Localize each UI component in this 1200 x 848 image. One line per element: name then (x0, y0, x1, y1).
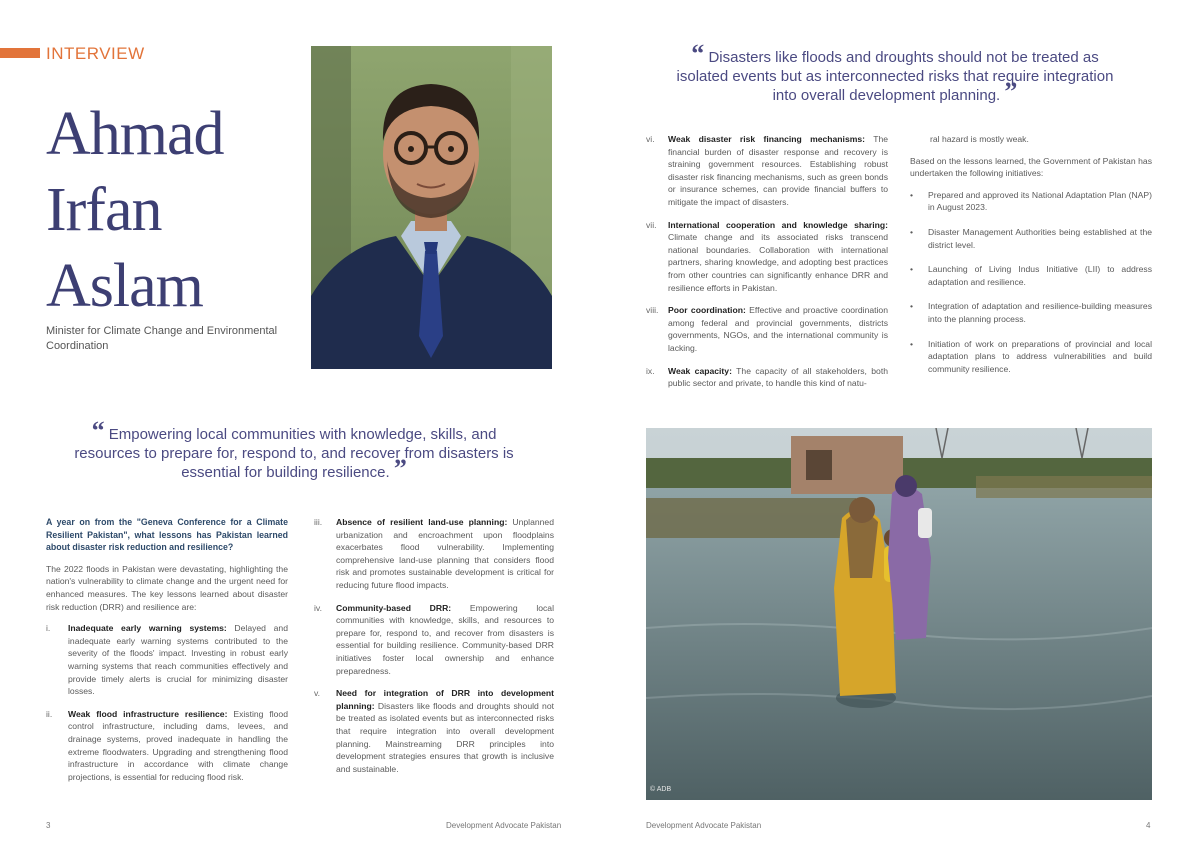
initiative-text: Launching of Living Indus Initiative (LII) to address adaptation and resilience. (928, 264, 1152, 287)
person-role: Minister for Climate Change and Environmental Coordination (46, 325, 278, 352)
flood-illustration (646, 428, 1152, 800)
bullet-icon: • (910, 226, 914, 237)
answer-intro: The 2022 floods in Pakistan were devastating, highlighting the nation's vulnerability to climate change and the urgent need for enhanced measures. The key lessons learned about disaster risk reduction (DRR) and resilience are: (46, 563, 288, 612)
item-body: Effective and proactive coordination among federal and provincial governments, districts governments, NGOs, and the international community is lacking. (668, 305, 888, 353)
initiative-text: Prepared and approved its National Adaptation Plan (NAP) in August 2023. (928, 189, 1152, 213)
publication-name-right: Development Advocate Pakistan (646, 821, 762, 830)
bullet-icon: • (910, 189, 914, 200)
close-quote-mark: ” (393, 454, 407, 483)
item-body: The capacity of all stakeholders, both public sector and private, to handle this kind of natu- (668, 365, 888, 389)
bullet-icon: • (910, 264, 914, 275)
article-column-4 (910, 133, 1152, 387)
item-number: iii. (314, 517, 323, 527)
section-label: INTERVIEW (46, 44, 145, 63)
close-quote-mark: ” (1004, 77, 1018, 106)
item-heading: Poor coordination: (668, 305, 746, 316)
item-body: Existing flood control infrastructure, including dams, levees, and drainage systems, proved inadequate in handling the extreme floodwaters. Upgrading and strengthening flood infrastructure in accordance with climate change projections, is essential for reducing flood risk. (68, 708, 288, 782)
interview-question: A year on from the "Geneva Conference for a Climate Resilient Pakistan", what lessons has Pakistan learned about disaster risk reduction and resilience? (46, 517, 288, 553)
pull-quote-top (675, 39, 1115, 106)
photo-credit: © ADB (650, 786, 672, 793)
name-line: Irfan (46, 176, 162, 244)
name-line: Ahmad (46, 100, 224, 168)
item-number: vii. (646, 219, 657, 230)
item-number: ii. (46, 708, 53, 719)
item-body: The financial burden of disaster response and recovery is straining government resources. Establishing robust disaster risk financing mechanisms, such as green bonds or insurance schemes, can provide financial buffers to mitigate the impact of disasters. (668, 134, 889, 207)
list-item (314, 602, 554, 678)
article-column-3 (646, 133, 888, 400)
pull-quote-text: Empowering local communities with knowledge, skills, and resources to prepare for, respond to, and recover from disasters is essential for building resilience. (74, 426, 514, 481)
list-item (910, 226, 1152, 251)
item-body: Unplanned urbanization and encroachment upon floodplains exacerbates flood vulnerability. Implementing comprehensive land-use planning that considers flood risk and promotes sustainable development is critical for reducing future flood impacts. (336, 517, 554, 590)
initiative-text: Integration of adaptation and resilience-building measures into the planning process. (928, 301, 1152, 324)
list-item (646, 219, 888, 295)
item-number: vi. (646, 134, 655, 144)
initiative-text: Initiation of work on preparations of provincial and local adaptation plans to address vulnerabilities and build community resilience. (928, 338, 1152, 374)
item-body: Climate change and its associated risks transcend national boundaries. Collaboration with international partners, sharing knowledge, and adopting best practices from other countries can significantly enhance DRR and resilience efforts in Pakistan. (668, 232, 888, 293)
list-item (314, 687, 554, 775)
item-number: iv. (314, 602, 322, 613)
initiatives-intro: Based on the lessons learned, the Government of Pakistan has undertaken the following initiatives: (910, 155, 1152, 179)
initiative-text: Disaster Management Authorities being established at the district level. (928, 226, 1152, 250)
page-number-left: 3 (46, 821, 51, 830)
continuation-text: ral hazard is mostly weak. (930, 134, 1029, 144)
list-item (46, 708, 288, 784)
person-name (46, 96, 224, 324)
pull-quote-middle (74, 416, 514, 483)
bullet-icon: • (910, 301, 914, 312)
portrait-photo (311, 46, 552, 369)
pull-quote-text: Disasters like floods and droughts should not be treated as isolated events but as interconnected risks that require integration into overall development planning. (676, 49, 1114, 104)
article-column-1 (46, 516, 288, 793)
list-item (910, 338, 1152, 376)
list-item (910, 263, 1152, 288)
list-item (646, 304, 888, 354)
item-number: i. (46, 623, 51, 634)
list-item (46, 622, 288, 698)
page-number-right: 4 (1146, 821, 1151, 830)
item-heading: Need for integration of DRR into development planning: (336, 688, 554, 711)
item-heading: Weak disaster risk financing mechanisms: (668, 134, 866, 144)
name-line: Aslam (46, 252, 203, 320)
list-item (646, 133, 888, 209)
item-body: Disasters like floods and droughts should not be treated as isolated events but as interconnected risks that require integration into overall development planning. Mainstreaming DRR principles into development strategies ensures that growth is inclusive and sustainable. (336, 700, 554, 774)
list-item (910, 189, 1152, 214)
article-column-2 (314, 516, 554, 785)
item-heading: Community-based DRR: (336, 602, 452, 613)
flood-photo (646, 428, 1152, 800)
item-heading: Weak capacity: (668, 365, 732, 376)
portrait-illustration (311, 46, 552, 369)
section-accent-bar (0, 48, 40, 58)
bullet-icon: • (910, 338, 914, 349)
list-item (314, 516, 554, 592)
list-item (910, 300, 1152, 325)
open-quote-mark: “ (691, 39, 705, 68)
item-number: viii. (646, 305, 659, 316)
item-heading: Inadequate early warning systems: (68, 623, 227, 634)
item-number: ix. (646, 365, 655, 376)
item-body: Empowering local communities with knowledge, skills, and resources to prepare for, respond to, and recover from disasters is essential for building resilience. Community-based DRR initiatives foster local ownership and enhance preparedness. (336, 602, 554, 676)
item-number: v. (314, 688, 321, 699)
item-heading: Absence of resilient land-use planning: (336, 517, 508, 527)
item-heading: International cooperation and knowledge sharing: (668, 219, 888, 230)
open-quote-mark: “ (91, 416, 105, 445)
list-item (646, 365, 888, 390)
item-heading: Weak flood infrastructure resilience: (68, 708, 228, 719)
item-body: Delayed and inadequate early warning systems contributed to the severity of the floods' impact. Investing in robust early warning systems that reach communities effectively and provide timely alerts is crucial for minimizing disaster losses. (68, 623, 288, 697)
publication-name-left: Development Advocate Pakistan (446, 821, 562, 830)
